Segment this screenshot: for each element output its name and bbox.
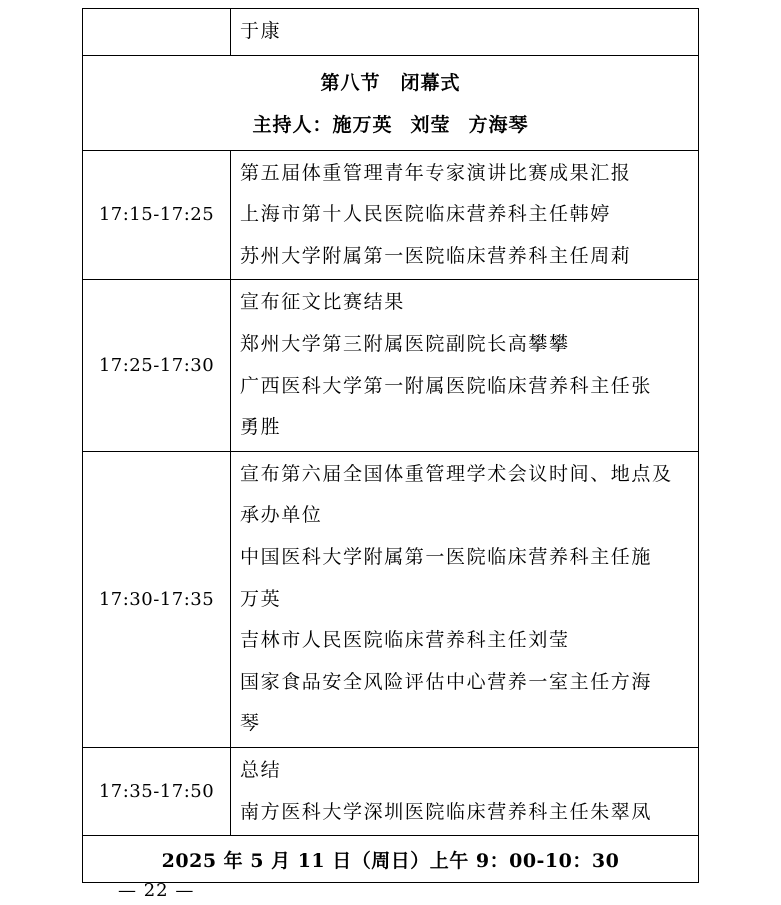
content-line: 苏州大学附属第一医院临床营养科主任周莉 (240, 244, 632, 267)
table-row (83, 280, 699, 451)
content-cell (231, 280, 699, 451)
content-line: 琴 (240, 712, 261, 735)
time-cell: 17:15-17:25 (83, 150, 231, 280)
table-row (83, 451, 699, 747)
date-heading: 2025 年 5 月 11 日（周日）上午 9：00-10：30 (83, 836, 699, 883)
section-title: 第八节 闭幕式 (320, 71, 461, 94)
section-header-row (83, 55, 699, 150)
content-line: 中国医科大学附属第一医院临床营养科主任施 (240, 545, 653, 568)
host-name: 刘莹 (410, 113, 451, 136)
content-line: 万英 (240, 587, 282, 610)
host-name: 方海琴 (468, 113, 529, 136)
section-header (83, 55, 699, 150)
table-row (83, 9, 699, 56)
schedule-table (82, 8, 699, 883)
content-line: 国家食品安全风险评估中心营养一室主任方海 (240, 670, 653, 693)
time-cell: 17:30-17:35 (83, 451, 231, 747)
time-cell (83, 9, 231, 56)
content-line: 勇胜 (240, 416, 282, 439)
content-line: 承办单位 (240, 504, 323, 527)
section-hosts (83, 104, 698, 146)
time-cell: 17:25-17:30 (83, 280, 231, 451)
host-label: 主持人：施万英 (252, 113, 393, 136)
content-line: 吉林市人民医院临床营养科主任刘莹 (240, 629, 570, 652)
content-cell (231, 9, 699, 56)
content-line: 宣布第六届全国体重管理学术会议时间、地点及 (240, 462, 673, 485)
content-cell (231, 451, 699, 747)
content-line: 上海市第十人民医院临床营养科主任韩婷 (240, 203, 611, 226)
content-line: 宣布征文比赛结果 (240, 291, 405, 314)
content-line: 郑州大学第三附属医院副院长高攀攀 (240, 332, 570, 355)
content-line: 南方医科大学深圳医院临床营养科主任朱翠凤 (240, 800, 653, 823)
content-cell (231, 747, 699, 835)
page-number: — 22 — (118, 880, 195, 901)
date-row (83, 836, 699, 883)
content-line: 总结 (240, 758, 282, 781)
table-row (83, 747, 699, 835)
content-line: 广西医科大学第一附属医院临床营养科主任张 (240, 374, 653, 397)
content-cell (231, 150, 699, 280)
content-line: 第五届体重管理青年专家演讲比赛成果汇报 (240, 161, 632, 184)
table-row (83, 150, 699, 280)
time-cell: 17:35-17:50 (83, 747, 231, 835)
content-line: 于康 (240, 20, 282, 42)
